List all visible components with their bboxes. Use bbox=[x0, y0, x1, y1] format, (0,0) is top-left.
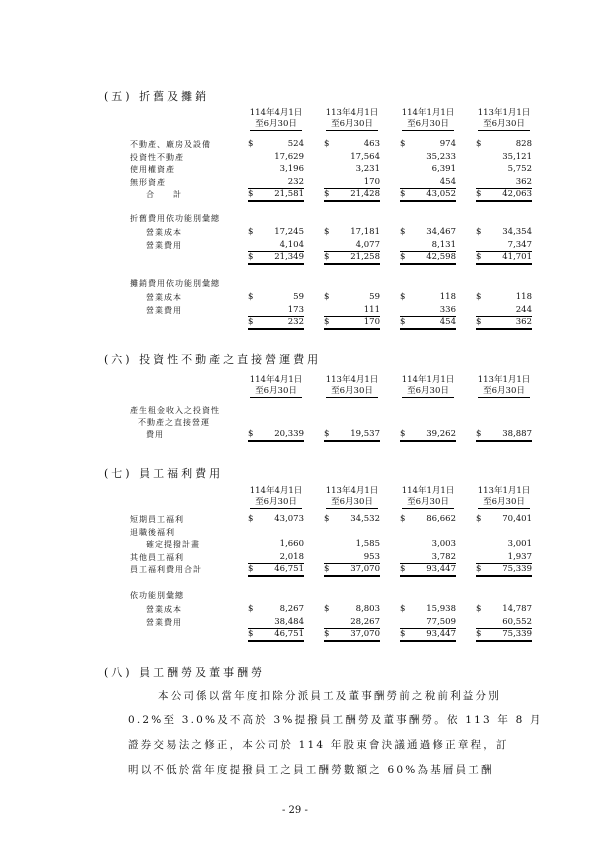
column-header-1: 114年4月1日 至6月30日 bbox=[249, 486, 303, 507]
value-cell bbox=[476, 317, 532, 330]
value-cell bbox=[324, 177, 380, 189]
value-cell bbox=[400, 227, 456, 238]
value-number: 46,751 bbox=[274, 629, 304, 640]
value-number: 170 bbox=[363, 176, 380, 187]
value-cell bbox=[324, 139, 380, 150]
value-cell bbox=[248, 552, 304, 564]
value-cell bbox=[324, 189, 380, 202]
value-cell bbox=[400, 539, 456, 550]
currency-symbol: $ bbox=[248, 252, 254, 263]
value-cell bbox=[248, 317, 304, 330]
row-label: 使用權資產 bbox=[130, 165, 175, 175]
currency-symbol: $ bbox=[248, 227, 254, 237]
value-cell bbox=[324, 552, 380, 564]
value-cell bbox=[324, 227, 380, 238]
currency-symbol: $ bbox=[476, 564, 482, 575]
value-cell bbox=[476, 629, 532, 642]
value-cell bbox=[324, 539, 380, 550]
value-number: 37,070 bbox=[350, 629, 380, 640]
value-cell: $ 39,262 bbox=[400, 429, 456, 442]
value-cell bbox=[324, 240, 380, 252]
value-cell bbox=[476, 604, 532, 615]
row-label: 營業費用 bbox=[146, 240, 182, 250]
value-cell bbox=[248, 539, 304, 550]
row-label: 不動產、廠房及設備 bbox=[130, 140, 211, 149]
value-number: 35,121 bbox=[502, 151, 532, 162]
currency-symbol: $ bbox=[248, 189, 254, 200]
value-number: 4,104 bbox=[279, 239, 304, 250]
value-number: 463 bbox=[363, 139, 380, 149]
value-number: 28,267 bbox=[350, 616, 380, 627]
value-number: 17,629 bbox=[274, 151, 304, 162]
value-cell bbox=[324, 629, 380, 642]
value-cell: $ 19,537 bbox=[324, 429, 380, 442]
value-number: 1,937 bbox=[507, 551, 532, 562]
value-cell: $ 20,339 bbox=[248, 429, 304, 442]
value-cell bbox=[400, 292, 456, 303]
value-cell bbox=[476, 152, 532, 163]
value-number: 75,339 bbox=[502, 629, 532, 640]
value-cell bbox=[248, 189, 304, 202]
value-cell bbox=[476, 240, 532, 252]
column-header-2: 113年4月1日 至6月30日 bbox=[325, 108, 379, 129]
column-header-3: 114年1月1日 至6月30日 bbox=[401, 375, 455, 396]
value-cell bbox=[476, 227, 532, 238]
row-label: 投資性不動產 bbox=[130, 152, 184, 162]
currency-symbol: $ bbox=[324, 564, 330, 575]
value-number: 34,532 bbox=[350, 514, 380, 524]
value-cell bbox=[324, 617, 380, 629]
value-number: 86,662 bbox=[426, 514, 456, 524]
value-number: 336 bbox=[439, 304, 456, 315]
value-cell bbox=[324, 152, 380, 163]
value-cell bbox=[248, 152, 304, 163]
value-number: 1,585 bbox=[355, 539, 380, 550]
currency-symbol: $ bbox=[324, 139, 330, 149]
value-cell bbox=[400, 139, 456, 150]
value-number: 5,752 bbox=[507, 164, 532, 175]
value-number: 118 bbox=[439, 292, 456, 302]
value-cell bbox=[324, 514, 380, 525]
value-number: 362 bbox=[515, 176, 532, 187]
group-heading-by-function: 依功能別彙總 bbox=[130, 591, 184, 600]
value-number: 38,484 bbox=[274, 616, 304, 627]
group-heading-depreciation-function: 折舊費用依功能別彙總 bbox=[130, 214, 220, 223]
value-cell bbox=[248, 292, 304, 303]
value-cell bbox=[400, 604, 456, 615]
value-cell bbox=[400, 617, 456, 629]
column-header-1: 114年4月1日 至6月30日 bbox=[249, 375, 303, 396]
currency-symbol: $ bbox=[400, 189, 406, 200]
value-number: 953 bbox=[363, 551, 380, 562]
value-cell bbox=[400, 177, 456, 189]
value-number: 93,447 bbox=[426, 564, 456, 575]
value-number: 15,938 bbox=[426, 604, 456, 614]
value-number: 524 bbox=[287, 139, 304, 149]
value-number: 362 bbox=[515, 317, 532, 328]
value-cell bbox=[248, 252, 304, 265]
row-label: 營業成本 bbox=[146, 228, 182, 237]
currency-symbol: $ bbox=[324, 514, 330, 524]
section-title-depreciation: (五) 折舊及攤銷 bbox=[104, 90, 210, 103]
value-number: 59 bbox=[369, 292, 380, 302]
value-number: 75,339 bbox=[502, 564, 532, 575]
currency-symbol: $ bbox=[248, 564, 254, 575]
page-number: - 29 - bbox=[282, 805, 308, 816]
value-number: 3,003 bbox=[431, 539, 456, 550]
value-number: 454 bbox=[439, 176, 456, 187]
value-number: 173 bbox=[287, 304, 304, 315]
currency-symbol: $ bbox=[476, 139, 482, 149]
value-cell bbox=[476, 139, 532, 150]
value-cell bbox=[400, 629, 456, 642]
paragraph-line-3: 證券交易法之修正，本公司於 114 年股東會決議通過修正章程，訂 bbox=[128, 739, 509, 751]
paragraph-line-1: 本公司係以當年度扣除分派員工及董事酬勞前之稅前利益分別 bbox=[158, 690, 501, 702]
value-number: 170 bbox=[363, 317, 380, 328]
value-number: 60,552 bbox=[502, 616, 532, 627]
value-number: 454 bbox=[439, 317, 456, 328]
value-number: 4,077 bbox=[355, 239, 380, 250]
value-cell bbox=[400, 514, 456, 525]
value-number: 42,063 bbox=[502, 189, 532, 200]
row-label-line-3: 費用 bbox=[146, 430, 164, 439]
value-cell bbox=[400, 527, 456, 538]
currency-symbol: $ bbox=[476, 189, 482, 200]
value-number: 8,803 bbox=[355, 604, 380, 614]
value-number: 118 bbox=[515, 292, 532, 302]
value-cell bbox=[248, 564, 304, 577]
value-number: 8,267 bbox=[279, 604, 304, 614]
paragraph-line-2: 0.2%至 3.0%及不高於 3%提撥員工酬勞及董事酬勞。依 113 年 8 月 bbox=[128, 714, 543, 726]
row-label: 退職後福利 bbox=[130, 527, 175, 537]
value-cell: $ 38,887 bbox=[476, 429, 532, 442]
value-cell bbox=[400, 152, 456, 163]
currency-symbol: $ bbox=[400, 514, 406, 524]
value-number: 21,428 bbox=[350, 189, 380, 200]
currency-symbol: $ bbox=[324, 292, 330, 302]
value-cell bbox=[400, 564, 456, 577]
value-cell bbox=[324, 305, 380, 317]
value-number: 70,401 bbox=[502, 514, 532, 524]
row-label: 合 計 bbox=[146, 190, 182, 200]
value-cell bbox=[476, 527, 532, 538]
currency-symbol: $ bbox=[248, 514, 254, 524]
currency-symbol: $ bbox=[476, 292, 482, 302]
value-number: 93,447 bbox=[426, 629, 456, 640]
value-number: 21,581 bbox=[274, 189, 304, 200]
value-number: 43,073 bbox=[274, 514, 304, 524]
value-number: 828 bbox=[515, 139, 532, 149]
value-cell bbox=[248, 629, 304, 642]
value-cell bbox=[476, 292, 532, 303]
row-label: 營業成本 bbox=[146, 605, 182, 614]
value-cell bbox=[248, 514, 304, 525]
row-label-line-1: 產生租金收入之投資性 bbox=[130, 406, 220, 415]
value-number: 34,467 bbox=[426, 227, 456, 237]
value-cell bbox=[324, 252, 380, 265]
currency-symbol: $ bbox=[476, 227, 482, 237]
column-header-4: 113年1月1日 至6月30日 bbox=[477, 108, 531, 129]
value-number: 42,598 bbox=[426, 252, 456, 263]
column-header-2: 113年4月1日 至6月30日 bbox=[325, 486, 379, 507]
currency-symbol: $ bbox=[400, 317, 406, 328]
paragraph-line-4: 明以不低於當年度提撥員工之員工酬勞數額之 60%為基層員工酬 bbox=[128, 764, 494, 776]
currency-symbol: $ bbox=[400, 604, 406, 614]
row-label: 無形資產 bbox=[130, 177, 166, 187]
value-cell bbox=[248, 617, 304, 629]
column-header-2: 113年4月1日 至6月30日 bbox=[325, 375, 379, 396]
value-number: 59 bbox=[293, 292, 304, 302]
currency-symbol: $ bbox=[324, 604, 330, 614]
value-cell bbox=[248, 227, 304, 238]
currency-symbol: $ bbox=[476, 629, 482, 640]
value-number: 17,245 bbox=[274, 227, 304, 237]
currency-symbol: $ bbox=[248, 292, 254, 302]
value-number: 3,196 bbox=[279, 164, 304, 175]
currency-symbol: $ bbox=[400, 252, 406, 263]
value-number: 77,509 bbox=[426, 616, 456, 627]
currency-symbol: $ bbox=[400, 227, 406, 237]
value-cell bbox=[476, 564, 532, 577]
value-number: 8,131 bbox=[431, 239, 456, 250]
currency-symbol: $ bbox=[324, 629, 330, 640]
currency-symbol: $ bbox=[400, 139, 406, 149]
value-number: 2,018 bbox=[279, 551, 304, 562]
value-number: 7,347 bbox=[507, 239, 532, 250]
row-label: 營業成本 bbox=[146, 293, 182, 302]
value-number: 232 bbox=[287, 176, 304, 187]
value-cell bbox=[248, 305, 304, 317]
value-cell bbox=[476, 189, 532, 202]
value-cell bbox=[476, 164, 532, 175]
currency-symbol: $ bbox=[248, 317, 254, 328]
value-number: 34,354 bbox=[502, 227, 532, 237]
column-header-1: 114年4月1日 至6月30日 bbox=[249, 108, 303, 129]
currency-symbol: $ bbox=[400, 564, 406, 575]
value-cell bbox=[324, 164, 380, 175]
value-cell bbox=[400, 252, 456, 265]
section-title-compensation: (八) 員工酬勞及董事酬勞 bbox=[104, 666, 266, 679]
currency-symbol: $ bbox=[476, 317, 482, 328]
column-header-3: 114年1月1日 至6月30日 bbox=[401, 486, 455, 507]
currency-symbol: $ bbox=[324, 317, 330, 328]
value-cell bbox=[476, 617, 532, 629]
value-cell bbox=[324, 292, 380, 303]
row-label: 員工福利費用合計 bbox=[130, 565, 202, 575]
currency-symbol: $ bbox=[248, 629, 254, 640]
row-label: 營業費用 bbox=[146, 617, 182, 627]
value-cell bbox=[400, 189, 456, 202]
row-label: 營業費用 bbox=[146, 305, 182, 315]
value-cell bbox=[476, 177, 532, 189]
value-number: 974 bbox=[439, 139, 456, 149]
value-cell bbox=[324, 527, 380, 538]
value-cell bbox=[248, 604, 304, 615]
value-number: 21,349 bbox=[274, 252, 304, 263]
value-cell bbox=[248, 139, 304, 150]
currency-symbol: $ bbox=[476, 604, 482, 614]
currency-symbol: $ bbox=[324, 227, 330, 237]
section-title-employee-benefits: (七) 員工福利費用 bbox=[104, 467, 224, 480]
value-number: 244 bbox=[515, 304, 532, 315]
value-number: 17,564 bbox=[350, 151, 380, 162]
value-cell bbox=[248, 164, 304, 175]
value-cell bbox=[476, 539, 532, 550]
value-cell bbox=[400, 317, 456, 330]
value-number: 41,701 bbox=[502, 252, 532, 263]
value-cell bbox=[400, 240, 456, 252]
column-header-3: 114年1月1日 至6月30日 bbox=[401, 108, 455, 129]
value-number: 3,001 bbox=[507, 539, 532, 550]
value-cell bbox=[324, 564, 380, 577]
row-label: 其他員工福利 bbox=[130, 552, 184, 562]
value-cell bbox=[248, 240, 304, 252]
currency-symbol: $ bbox=[248, 139, 254, 149]
row-label-line-2: 不動產之直接營運 bbox=[138, 418, 210, 427]
value-number: 3,231 bbox=[355, 164, 380, 175]
column-header-4: 113年1月1日 至6月30日 bbox=[477, 375, 531, 396]
column-header-4: 113年1月1日 至6月30日 bbox=[477, 486, 531, 507]
currency-symbol: $ bbox=[324, 189, 330, 200]
value-number: 37,070 bbox=[350, 564, 380, 575]
value-cell bbox=[248, 177, 304, 189]
row-label: 確定提撥計畫 bbox=[146, 540, 200, 550]
value-cell bbox=[324, 604, 380, 615]
value-number: 111 bbox=[363, 304, 380, 315]
currency-symbol: $ bbox=[476, 252, 482, 263]
value-cell bbox=[476, 552, 532, 564]
value-number: 35,233 bbox=[426, 151, 456, 162]
value-cell bbox=[324, 317, 380, 330]
value-number: 14,787 bbox=[502, 604, 532, 614]
value-number: 6,391 bbox=[431, 164, 456, 175]
section-title-investment-property: (六) 投資性不動產之直接營運費用 bbox=[104, 353, 322, 366]
value-cell bbox=[248, 527, 304, 538]
value-number: 3,782 bbox=[431, 551, 456, 562]
value-number: 232 bbox=[287, 317, 304, 328]
value-cell bbox=[476, 514, 532, 525]
value-number: 1,660 bbox=[279, 539, 304, 550]
value-cell bbox=[400, 164, 456, 175]
value-cell bbox=[476, 252, 532, 265]
currency-symbol: $ bbox=[400, 629, 406, 640]
currency-symbol: $ bbox=[248, 604, 254, 614]
currency-symbol: $ bbox=[324, 252, 330, 263]
row-label: 短期員工福利 bbox=[130, 515, 184, 524]
value-cell bbox=[400, 305, 456, 317]
value-cell bbox=[400, 552, 456, 564]
currency-symbol: $ bbox=[400, 292, 406, 302]
currency-symbol: $ bbox=[476, 514, 482, 524]
value-number: 21,258 bbox=[350, 252, 380, 263]
value-number: 43,052 bbox=[426, 189, 456, 200]
value-cell bbox=[476, 305, 532, 317]
value-number: 17,181 bbox=[350, 227, 380, 237]
group-heading-amortization-function: 攤銷費用依功能別彙總 bbox=[130, 279, 220, 288]
value-number: 46,751 bbox=[274, 564, 304, 575]
